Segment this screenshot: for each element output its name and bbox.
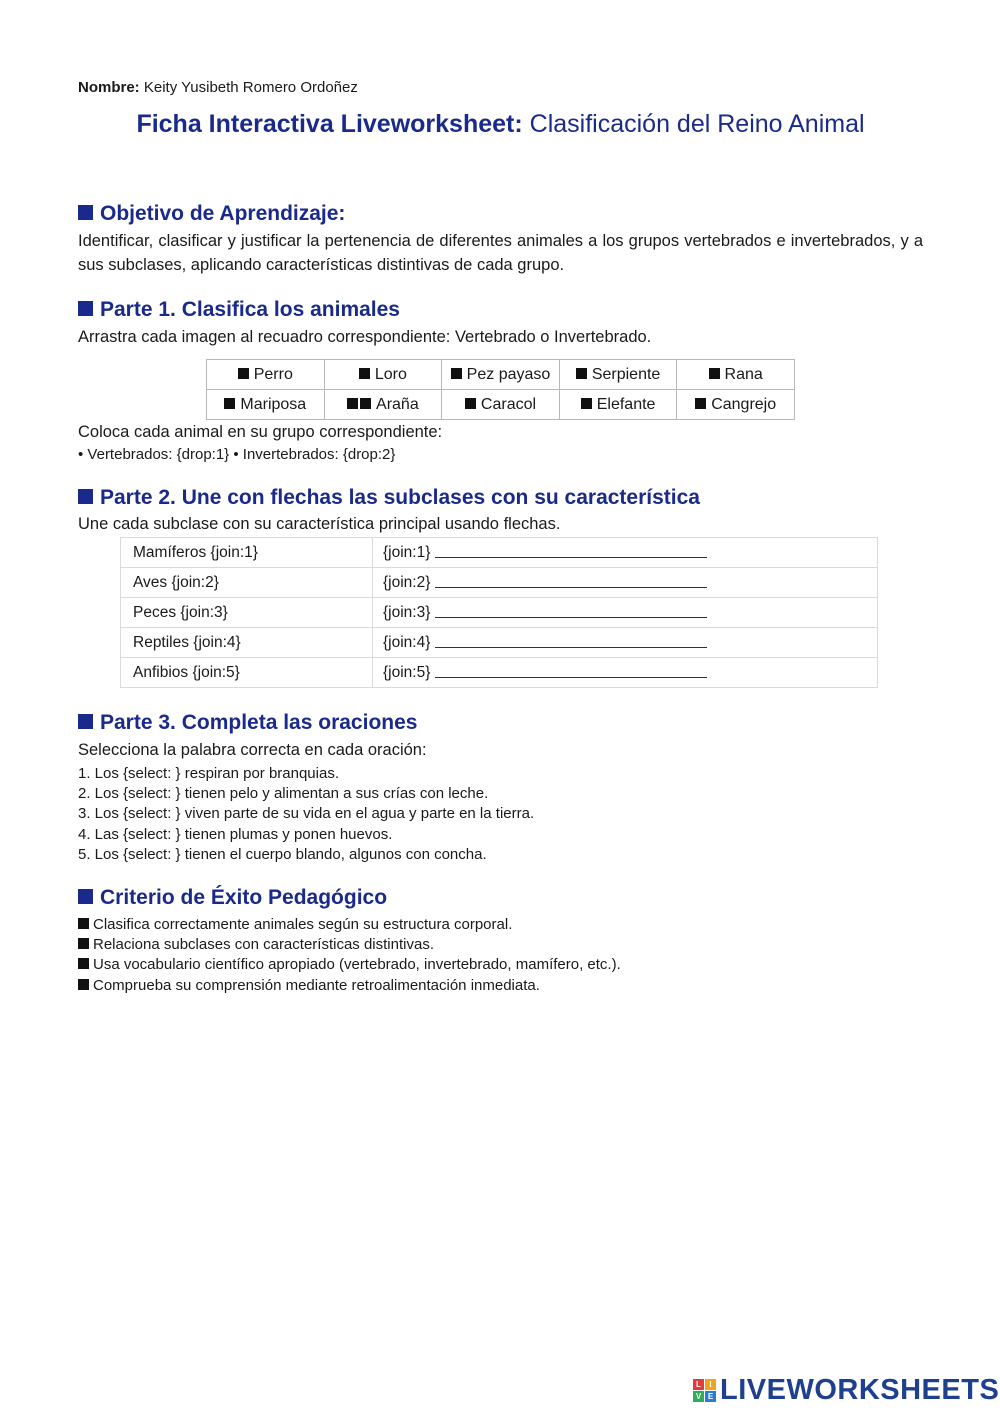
part1-heading-text: Parte 1. Clasifica los animales bbox=[100, 298, 400, 321]
logo-grid-letter: V bbox=[693, 1391, 704, 1402]
animal-label: Caracol bbox=[480, 395, 537, 413]
name-value: Keity Yusibeth Romero Ordoñez bbox=[143, 79, 358, 96]
animal-label: Pez payaso bbox=[466, 365, 551, 383]
square-bullet-icon bbox=[465, 398, 476, 409]
sentence-item[interactable]: 2. Los {select: } tienen pelo y alimentan a sus crías con leche. bbox=[78, 785, 489, 803]
animal-label: Cangrejo bbox=[711, 395, 777, 413]
square-bullet-icon bbox=[78, 979, 89, 990]
animal-label: Serpiente bbox=[591, 365, 661, 383]
join-row bbox=[121, 568, 878, 598]
join-right-item[interactable] bbox=[373, 658, 878, 688]
join-row bbox=[121, 538, 878, 568]
animal-card[interactable] bbox=[677, 390, 795, 420]
part1-instruction: Arrastra cada imagen al recuadro correspondiente: Vertebrado o Invertebrado. bbox=[78, 328, 652, 346]
animal-card[interactable] bbox=[324, 390, 442, 420]
criteria-item-text: Clasifica correctamente animales según su estructura corporal. bbox=[93, 916, 513, 933]
square-bullet-icon bbox=[695, 398, 706, 409]
criteria-item bbox=[78, 915, 621, 935]
join-left-item[interactable]: Reptiles {join:4} bbox=[121, 628, 373, 658]
join-right-item[interactable] bbox=[373, 628, 878, 658]
square-bullet-icon bbox=[360, 398, 371, 409]
join-right-label: {join:3} bbox=[383, 603, 431, 621]
sentence-item[interactable]: 4. Las {select: } tienen plumas y ponen huevos. bbox=[78, 825, 393, 843]
logo-grid-letter: E bbox=[705, 1391, 716, 1402]
animal-card[interactable] bbox=[559, 390, 677, 420]
square-bullet-icon bbox=[359, 368, 370, 379]
square-bullet-icon bbox=[576, 368, 587, 379]
square-bullet-icon bbox=[78, 205, 93, 220]
join-right-label: {join:4} bbox=[383, 633, 431, 651]
animals-table bbox=[206, 359, 795, 420]
join-table bbox=[120, 537, 878, 688]
sentence-item[interactable]: 3. Los {select: } viven parte de su vida en el agua y parte en la tierra. bbox=[78, 805, 535, 823]
objective-text: Identificar, clasificar y justificar la pertenencia de diferentes animales a los grupos vertebrados e invertebrados, y a sus subclases, aplicando características distintivas de cada grupo. bbox=[78, 232, 923, 274]
join-left-item[interactable]: Peces {join:3} bbox=[121, 598, 373, 628]
criteria-item bbox=[78, 935, 621, 955]
join-right-item[interactable] bbox=[373, 538, 878, 568]
sentence-item[interactable]: 1. Los {select: } respiran por branquias. bbox=[78, 765, 339, 782]
animal-card[interactable] bbox=[442, 390, 560, 420]
answer-blank bbox=[435, 634, 707, 648]
sentence-list bbox=[78, 764, 534, 865]
title-rest: Clasificación del Reino Animal bbox=[529, 110, 865, 138]
part1-heading bbox=[78, 298, 400, 322]
join-row bbox=[121, 658, 878, 688]
part2-instruction: Une cada subclase con su característica principal usando flechas. bbox=[78, 515, 561, 533]
join-right-item[interactable] bbox=[373, 598, 878, 628]
student-name-line bbox=[78, 79, 358, 96]
part1-place-text: Coloca cada animal en su grupo correspondiente: bbox=[78, 423, 443, 441]
join-right-label: {join:2} bbox=[383, 573, 431, 591]
animal-card[interactable] bbox=[442, 360, 560, 390]
logo-grid-letter: I bbox=[705, 1379, 716, 1390]
criteria-item bbox=[78, 976, 621, 996]
animal-card[interactable] bbox=[207, 360, 325, 390]
liveworksheets-logo[interactable] bbox=[693, 1374, 999, 1406]
animal-card[interactable] bbox=[324, 360, 442, 390]
square-bullet-icon bbox=[78, 714, 93, 729]
join-right-item[interactable] bbox=[373, 568, 878, 598]
square-bullet-icon bbox=[224, 398, 235, 409]
join-left-item[interactable]: Mamíferos {join:1} bbox=[121, 538, 373, 568]
criteria-item-text: Usa vocabulario científico apropiado (vertebrado, invertebrado, mamífero, etc.). bbox=[93, 956, 621, 974]
animals-row bbox=[207, 360, 795, 390]
part3-heading bbox=[78, 711, 417, 735]
square-bullet-icon bbox=[78, 301, 93, 316]
join-left-item[interactable]: Aves {join:2} bbox=[121, 568, 373, 598]
animals-row bbox=[207, 390, 795, 420]
square-bullet-icon bbox=[78, 918, 89, 929]
animal-card[interactable] bbox=[559, 360, 677, 390]
answer-blank bbox=[435, 664, 707, 678]
animal-label: Loro bbox=[374, 365, 407, 383]
join-row bbox=[121, 628, 878, 658]
part1-drop-zones[interactable]: • Vertebrados: {drop:1} • Invertebrados: {drop:2} bbox=[78, 446, 396, 463]
objective-heading bbox=[78, 202, 345, 226]
join-right-label: {join:5} bbox=[383, 663, 431, 681]
animal-card[interactable] bbox=[207, 390, 325, 420]
join-left-item[interactable]: Anfibios {join:5} bbox=[121, 658, 373, 688]
part3-instruction: Selecciona la palabra correcta en cada oración: bbox=[78, 741, 427, 759]
criteria-item-text: Comprueba su comprensión mediante retroalimentación inmediata. bbox=[93, 976, 540, 994]
join-right-label: {join:1} bbox=[383, 543, 431, 561]
part3-heading-text: Parte 3. Completa las oraciones bbox=[100, 711, 418, 734]
sentence-item[interactable]: 5. Los {select: } tienen el cuerpo blando, algunos con concha. bbox=[78, 845, 487, 863]
join-row bbox=[121, 598, 878, 628]
animal-label: Araña bbox=[376, 395, 419, 413]
animal-label: Rana bbox=[724, 365, 763, 383]
title-bold: Ficha Interactiva Liveworksheet: bbox=[136, 110, 523, 138]
animal-label: Mariposa bbox=[240, 395, 307, 413]
name-label: Nombre: bbox=[78, 79, 140, 96]
criteria-item-text: Relaciona subclases con características distintivas. bbox=[93, 936, 434, 954]
answer-blank bbox=[435, 544, 707, 558]
square-bullet-icon bbox=[451, 368, 462, 379]
part2-heading-text: Parte 2. Une con flechas las subclases con su característica bbox=[100, 486, 700, 509]
square-bullet-icon bbox=[581, 398, 592, 409]
animal-label: Perro bbox=[253, 365, 293, 383]
square-bullet-icon bbox=[238, 368, 249, 379]
criteria-item bbox=[78, 955, 621, 975]
square-bullet-icon bbox=[347, 398, 358, 409]
part2-heading bbox=[78, 486, 700, 510]
logo-grid-icon bbox=[693, 1379, 716, 1402]
square-bullet-icon bbox=[709, 368, 720, 379]
page-title bbox=[78, 110, 923, 139]
objective-heading-text: Objetivo de Aprendizaje: bbox=[100, 202, 346, 225]
criteria-heading bbox=[78, 886, 387, 910]
animal-label: Elefante bbox=[596, 395, 656, 413]
criteria-list bbox=[78, 915, 621, 996]
answer-blank bbox=[435, 574, 707, 588]
logo-grid-letter: L bbox=[693, 1379, 704, 1390]
square-bullet-icon bbox=[78, 489, 93, 504]
criteria-heading-text: Criterio de Éxito Pedagógico bbox=[100, 886, 388, 909]
answer-blank bbox=[435, 604, 707, 618]
square-bullet-icon bbox=[78, 938, 89, 949]
square-bullet-icon bbox=[78, 958, 89, 969]
logo-text: LIVEWORKSHEETS bbox=[720, 1373, 1000, 1406]
animal-card[interactable] bbox=[677, 360, 795, 390]
square-bullet-icon bbox=[78, 889, 93, 904]
